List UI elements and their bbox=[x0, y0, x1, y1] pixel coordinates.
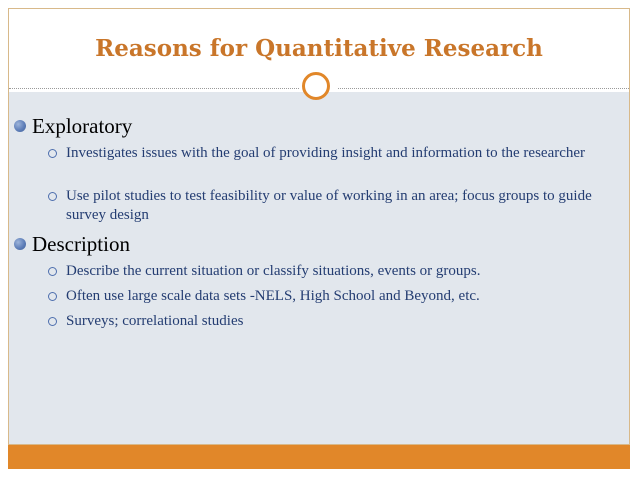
filled-bullet-icon bbox=[14, 238, 26, 250]
hollow-bullet-icon bbox=[48, 149, 57, 158]
hollow-bullet-icon bbox=[48, 317, 57, 326]
list-item-text: Surveys; correlational studies bbox=[66, 313, 244, 329]
footer-bar bbox=[8, 445, 630, 469]
hollow-bullet-icon bbox=[48, 192, 57, 201]
section-heading-text: Exploratory bbox=[32, 114, 133, 138]
ring-ornament-icon bbox=[302, 72, 330, 100]
hollow-bullet-icon bbox=[48, 267, 57, 276]
title-divider-left bbox=[9, 88, 299, 89]
title-divider-right bbox=[338, 88, 629, 89]
section-heading-text: Description bbox=[32, 232, 130, 256]
filled-bullet-icon bbox=[14, 120, 26, 132]
list-item-text: Describe the current situation or classify situations, events or groups. bbox=[66, 263, 481, 279]
list-item-text: Investigates issues with the goal of providing insight and information to the researcher bbox=[66, 145, 586, 161]
slide-title: Reasons for Quantitative Research bbox=[95, 35, 543, 62]
list-item-text: Often use large scale data sets -NELS, High School and Beyond, etc. bbox=[66, 288, 480, 304]
hollow-bullet-icon bbox=[48, 292, 57, 301]
list-item-text: Use pilot studies to test feasibility or value of working in an area; focus groups to guide survey design bbox=[66, 188, 592, 223]
